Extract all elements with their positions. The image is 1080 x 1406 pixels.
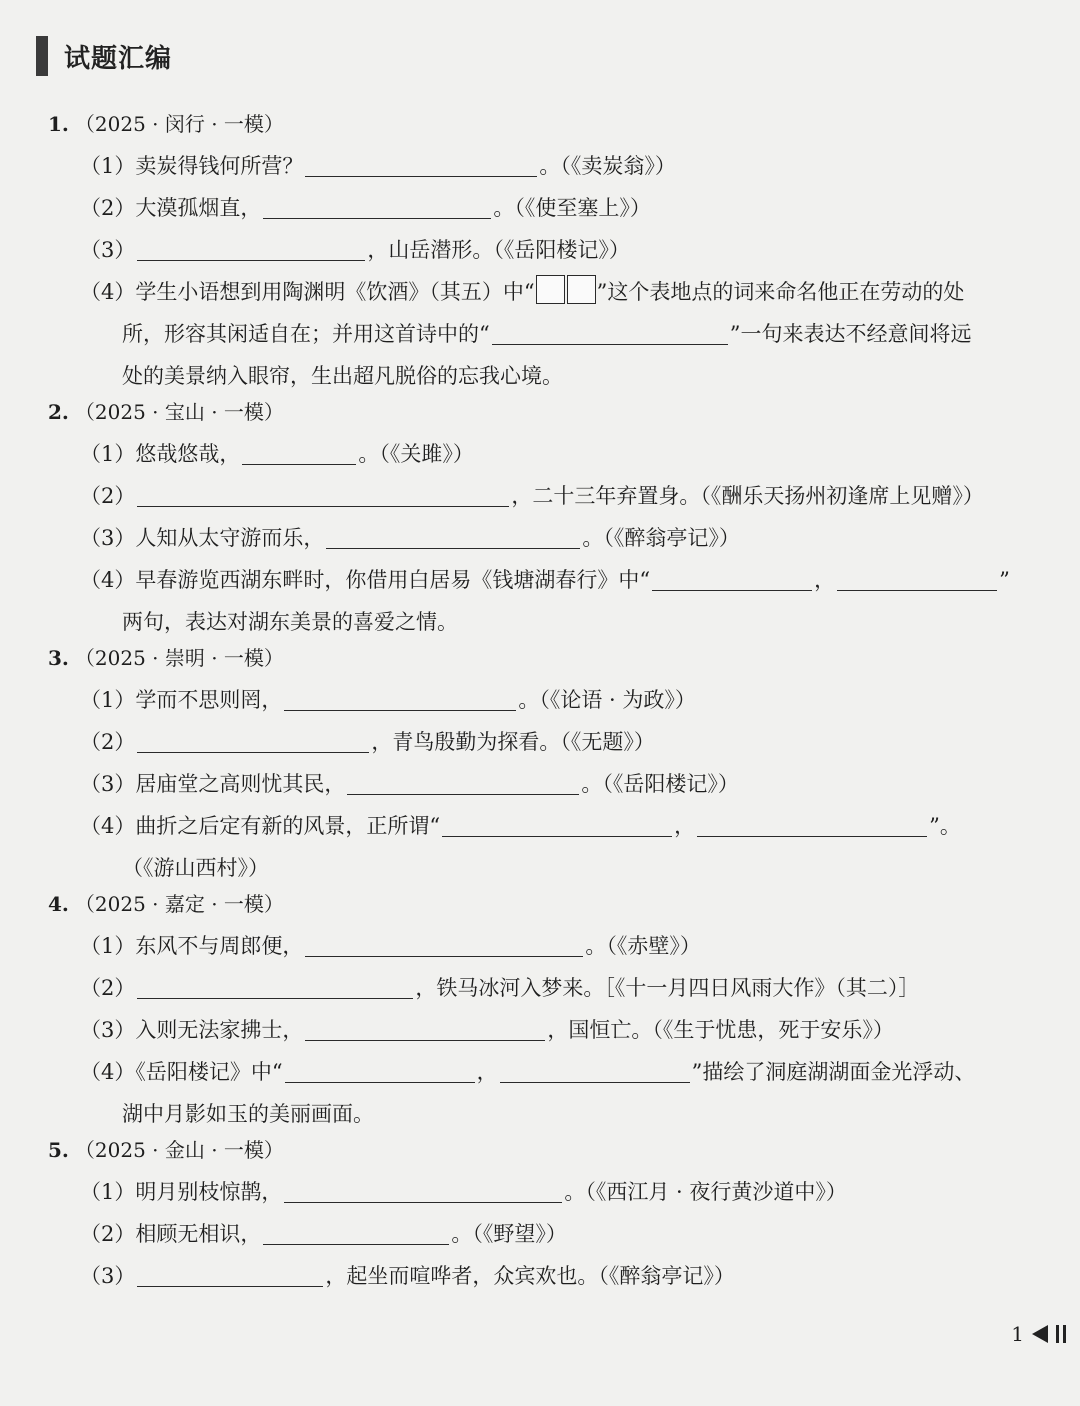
list-item-continuation: 湖中月影如玉的美丽画面。 xyxy=(122,1102,374,1126)
question-header xyxy=(48,884,284,924)
header-accent-bar xyxy=(36,36,48,76)
answer-blank[interactable] xyxy=(137,480,509,507)
question-header xyxy=(48,104,284,144)
list-item: （3） ，起坐而喧哗者，众宾欢也。（《醉翁亭记》） xyxy=(80,1256,735,1296)
list-item: （4）曲折之后定有新的风景，正所谓“ ， ”。 xyxy=(80,806,961,846)
answer-blank[interactable] xyxy=(137,972,413,999)
list-item: （1）卖炭得钱何所营？ 。（《卖炭翁》） xyxy=(80,146,676,186)
answer-blank[interactable] xyxy=(347,768,579,795)
answer-blank[interactable] xyxy=(284,684,516,711)
list-item: （3）居庙堂之高则忧其民， 。（《岳阳楼记》） xyxy=(80,764,739,804)
list-item: （1）悠哉悠哉， 。（《关雎》） xyxy=(80,434,474,474)
answer-blank[interactable] xyxy=(285,1056,475,1083)
question-header xyxy=(48,392,284,432)
question-source: （2025 · 崇明 · 一模） xyxy=(74,646,284,670)
list-item: （1）东风不与周郎便， 。（《赤壁》） xyxy=(80,926,701,966)
list-item-continuation: 所，形容其闲适自在；并用这首诗中的“ ”一句来表达不经意间将远 xyxy=(122,314,971,354)
list-item-continuation: 两句，表达对湖东美景的喜爱之情。 xyxy=(122,610,458,634)
answer-blank[interactable] xyxy=(305,930,583,957)
page-footer xyxy=(1011,1322,1066,1346)
page-number: 1 xyxy=(1011,1322,1024,1346)
list-item: （1）明月别枝惊鹊， 。（《西江月 · 夜行黄沙道中》） xyxy=(80,1172,847,1212)
answer-blank[interactable] xyxy=(652,564,812,591)
list-item: （1）学而不思则罔， 。（《论语 · 为政》） xyxy=(80,680,696,720)
question-header xyxy=(48,1130,284,1170)
list-item: （4）学生小语想到用陶渊明《饮酒》（其五）中“ ”这个表地点的词来命名他正在劳动的处 xyxy=(80,272,964,312)
question-number: 2. xyxy=(48,400,69,424)
answer-blank[interactable] xyxy=(263,192,491,219)
list-item-continuation: （《游山西村》） xyxy=(122,856,269,880)
double-bar-icon xyxy=(1056,1325,1066,1343)
answer-blank[interactable] xyxy=(137,234,365,261)
answer-box[interactable] xyxy=(567,275,596,304)
list-item: （2） ，青鸟殷勤为探看。（《无题》） xyxy=(80,722,655,762)
list-item-continuation: 处的美景纳入眼帘，生出超凡脱俗的忘我心境。 xyxy=(122,364,563,388)
list-item: （2）大漠孤烟直， 。（《使至塞上》） xyxy=(80,188,651,228)
list-item: （4）《岳阳楼记》中“ ， ”描绘了洞庭湖湖面金光浮动、 xyxy=(80,1052,975,1092)
question-number: 3. xyxy=(48,646,69,670)
list-item: （2） ，铁马冰河入梦来。［《十一月四日风雨大作》（其二）］ xyxy=(80,968,919,1008)
answer-blank[interactable] xyxy=(837,564,997,591)
answer-blank[interactable] xyxy=(263,1218,449,1245)
list-item: （4）早春游览西湖东畔时，你借用白居易《钱塘湖春行》中“ ， ” xyxy=(80,560,1010,600)
answer-blank[interactable] xyxy=(442,810,672,837)
question-number: 5. xyxy=(48,1138,69,1162)
question-source: （2025 · 金山 · 一模） xyxy=(74,1138,284,1162)
list-item: （3）人知从太守游而乐， 。（《醉翁亭记》） xyxy=(80,518,740,558)
question-number: 4. xyxy=(48,892,69,916)
left-arrow-icon xyxy=(1032,1325,1048,1343)
question-source: （2025 · 闵行 · 一模） xyxy=(74,112,284,136)
answer-blank[interactable] xyxy=(305,150,537,177)
answer-box[interactable] xyxy=(536,275,565,304)
answer-blank[interactable] xyxy=(500,1056,690,1083)
answer-blank[interactable] xyxy=(284,1176,562,1203)
section-title: 试题汇编 xyxy=(64,43,173,74)
answer-blank[interactable] xyxy=(492,318,728,345)
question-header xyxy=(48,638,284,678)
list-item: （2）相顾无相识， 。（《野望》） xyxy=(80,1214,567,1254)
list-item: （3）入则无法家拂士， ，国恒亡。（《生于忧患，死于安乐》） xyxy=(80,1010,894,1050)
list-item: （2） ，二十三年弃置身。（《酬乐天扬州初逢席上见赠》） xyxy=(80,476,984,516)
section-header xyxy=(36,36,172,76)
answer-blank[interactable] xyxy=(137,1260,323,1287)
answer-blank[interactable] xyxy=(305,1014,545,1041)
list-item: （3） ，山岳潜形。（《岳阳楼记》） xyxy=(80,230,630,270)
question-source: （2025 · 嘉定 · 一模） xyxy=(74,892,284,916)
answer-blank[interactable] xyxy=(137,726,369,753)
question-source: （2025 · 宝山 · 一模） xyxy=(74,400,284,424)
answer-blank[interactable] xyxy=(326,522,580,549)
answer-blank[interactable] xyxy=(697,810,927,837)
answer-blank[interactable] xyxy=(242,438,356,465)
question-number: 1. xyxy=(48,112,69,136)
